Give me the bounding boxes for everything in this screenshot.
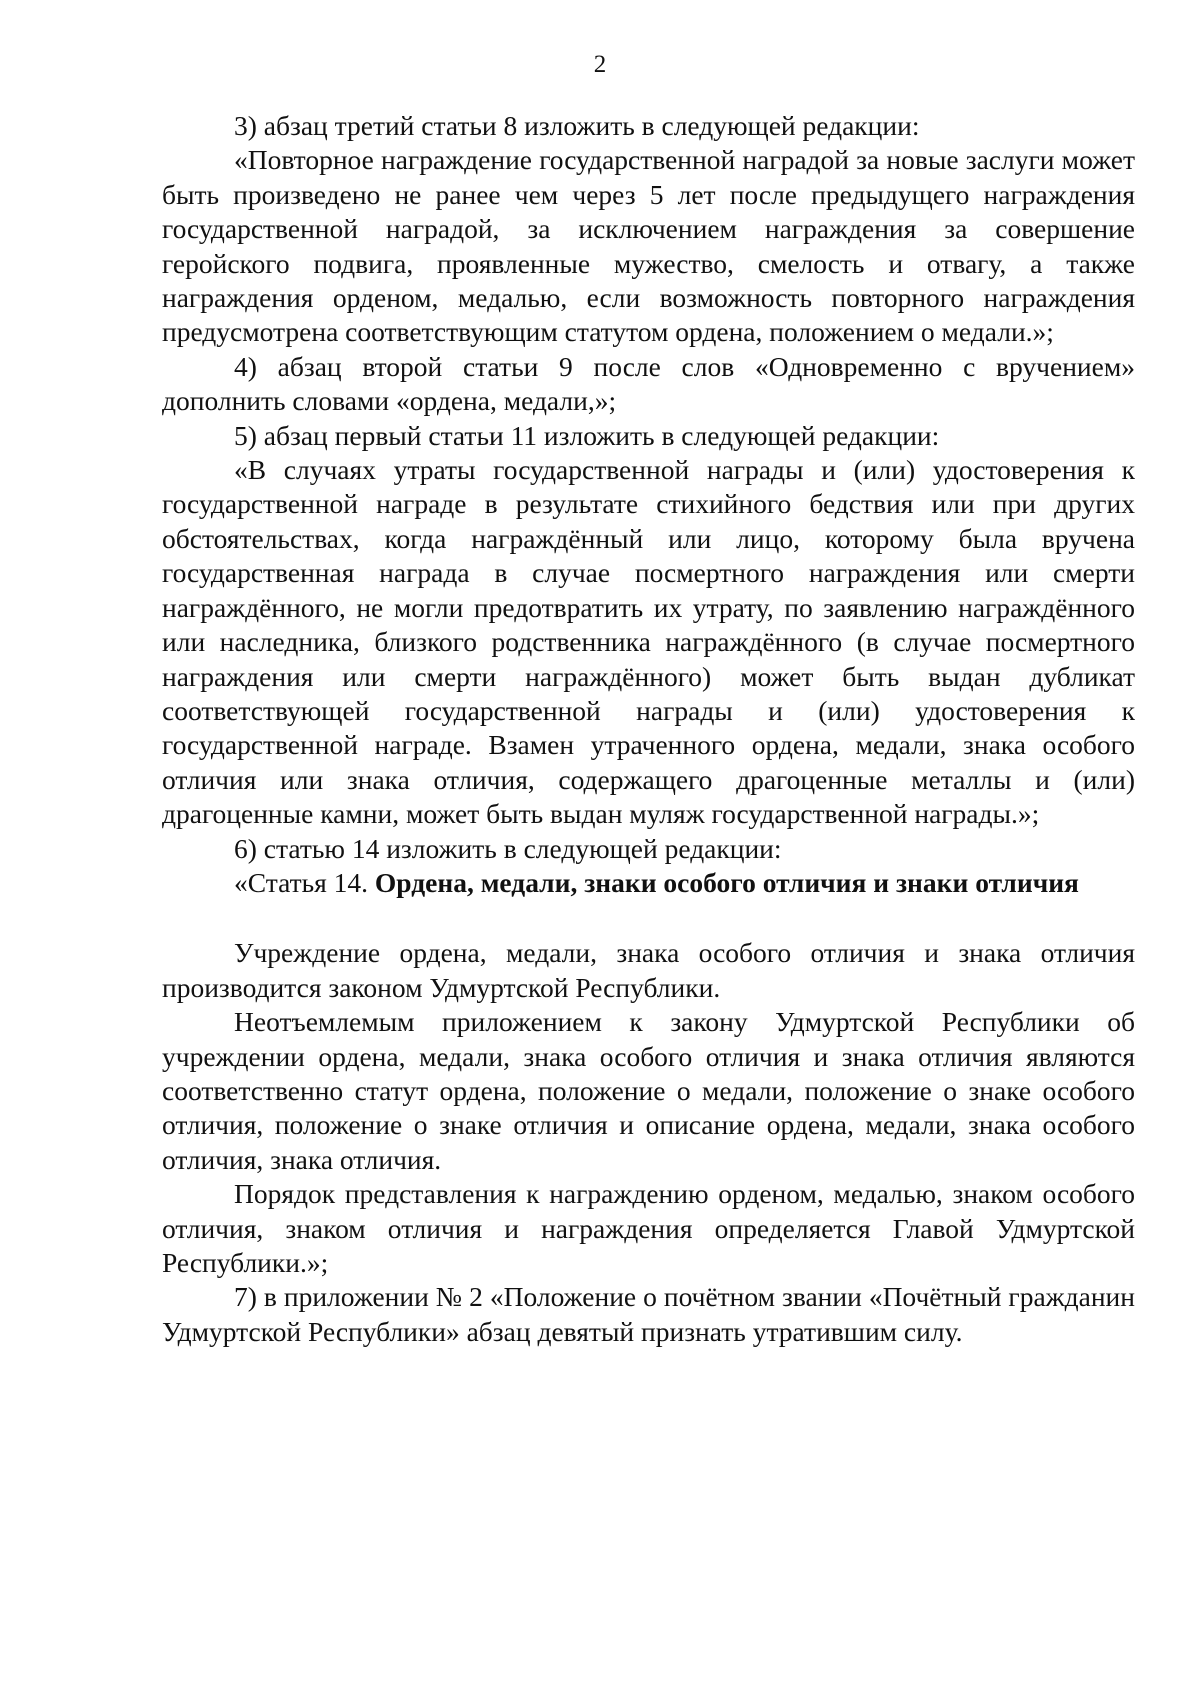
paragraph-item-4: 4) абзац второй статьи 9 после слов «Одновременно с вручением» дополнить словами «ордена, медали,»;	[162, 350, 1135, 417]
page-number: 2	[593, 51, 607, 78]
paragraph-article-11-text: «В случаях утраты государственной награды и (или) удостоверения к государственной награде в результате стихийного бедствия или при других обстоятельствах, когда награждённый или лицо, которому была вручена государственная награда в случае посмертного награждения или смерти награждённого, не могли предотвратить их утрату, по заявлению награждённого или наследника, близкого родственника награждённого (в случае посмертного награждения или смерти награждённого) может быть выдан дубликат соответствующей государственной награды и (или) удостоверения к государственной награде. Взамен утраченного ордена, медали, знака особого отличия или знака отличия, содержащего драгоценные металлы и (или) драгоценные камни, может быть выдан муляж государственной награды.»;	[162, 454, 1135, 830]
article-14-paragraph-3: Порядок представления к награждению орденом, медалью, знаком особого отличия, знаком отличия и награждения определяется Главой Удмуртской Республики.»;	[162, 1178, 1135, 1278]
article-14-paragraph-2: Неотъемлемым приложением к закону Удмуртской Республики об учреждении ордена, медали, знака особого отличия и знака отличия являются соответственно статут ордена, положение о медали, положение о знаке особого отличия, положение о знаке отличия и описание ордена, медали, знака особого отличия, знака отличия.	[162, 1006, 1135, 1175]
article-heading-prefix: «Статья 14.	[234, 866, 375, 898]
paragraph-article-8-text: «Повторное награждение государственной наградой за новые заслуги может быть произведено не ранее чем через 5 лет после предыдущего награждения государственной наградой, за исключением награждения за совершение геройского подвига, проявленные мужество, смелость и отвагу, а также награждения орденом, медалью, если возможность повторного награждения предусмотрена соответствующим статутом ордена, положением о медали.»;	[162, 144, 1135, 348]
paragraph-item-5: 5) абзац первый статьи 11 изложить в следующей редакции:	[234, 419, 940, 451]
article-14-heading	[162, 866, 1135, 900]
article-14-paragraph-1: Учреждение ордена, медали, знака особого отличия и знака отличия производится законом Удмуртской Республики.	[162, 937, 1135, 1003]
paragraph-item-3: 3) абзац третий статьи 8 изложить в следующей редакции:	[234, 110, 920, 141]
article-heading-title: Ордена, медали, знаки особого отличия и знаки отличия	[374, 866, 1079, 898]
document-body	[162, 109, 1135, 1349]
paragraph-item-6: 6) статью 14 изложить в следующей редакции:	[234, 832, 782, 864]
paragraph-item-7: 7) в приложении № 2 «Положение о почётном звании «Почётный гражданин Удмуртской Республики» абзац девятый признать утратившим силу.	[162, 1281, 1135, 1347]
